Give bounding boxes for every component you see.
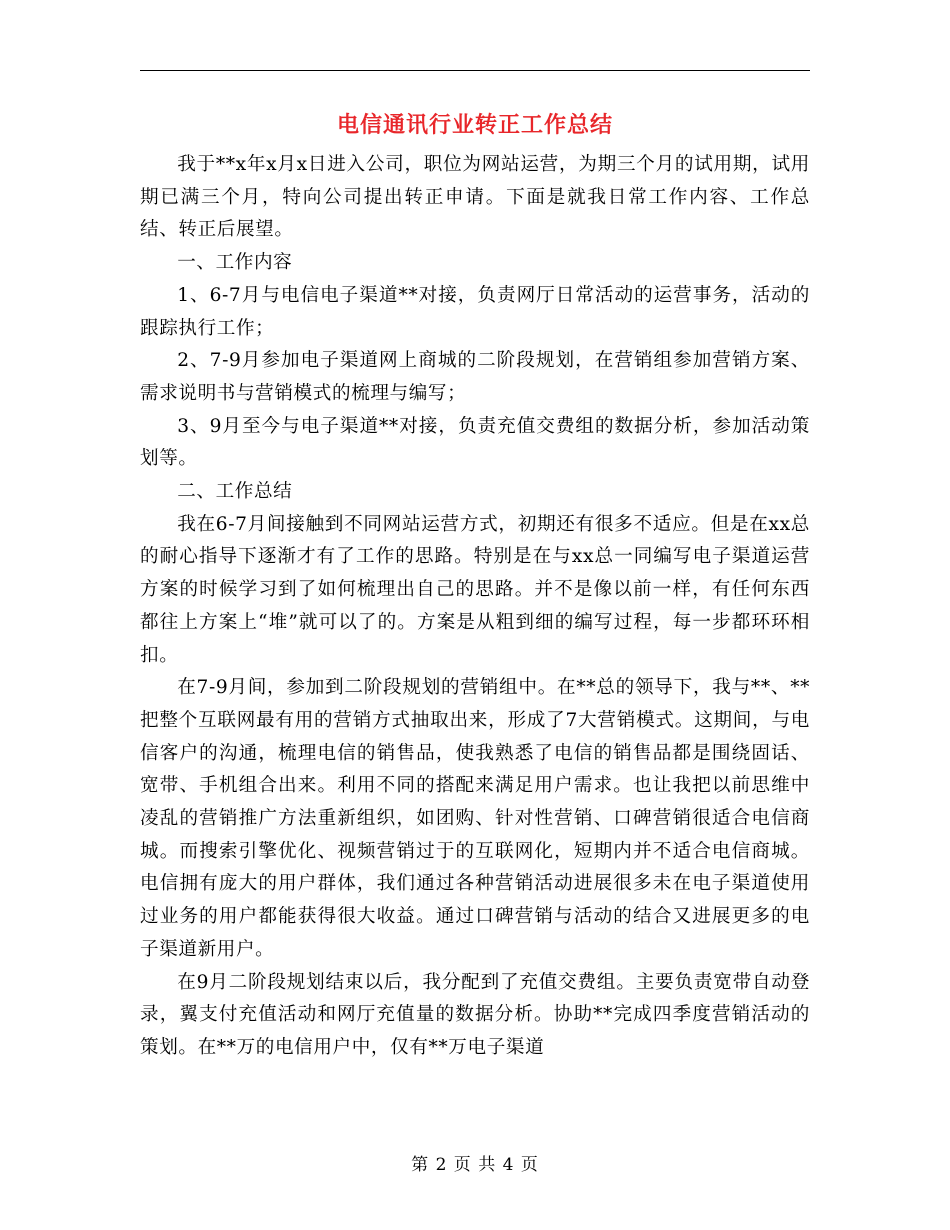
paragraph-summary-3: 在9月二阶段规划结束以后，我分配到了充值交费组。主要负责宽带自动登录，翼支付充值活动和网厅充值量的数据分析。协助**完成四季度营销活动的策划。在**万的电信用户中，仅有**万电子渠道 xyxy=(140,971,810,1058)
paragraph-summary-2: 在7-9月间，参加到二阶段规划的营销组中。在**总的领导下，我与**、**把整个互联网最有用的营销方式抽取出来，形成了7大营销模式。这期间，与电信客户的沟通，梳理电信的销售品，使我熟悉了电信的销售品都是围绕固话、宽带、手机组合出来。利用不同的搭配来满足用户需求。也让我把以前思维中凌乱的营销推广方法重新组织，如团购、针对性营销、口碑营销很适合电信商城。而搜索引擎优化、视频营销过于的互联网化，短期内并不适合电信商城。电信拥有庞大的用户群体，我们通过各种营销活动进展很多未在电子渠道使用过业务的用户都能获得很大收益。通过口碑营销与活动的结合又进展更多的电子渠道新用户。 xyxy=(140,677,810,960)
section-heading-work-content: 一、工作内容 xyxy=(177,252,293,274)
list-item-1: 1、6-7月与电信电子渠道**对接，负责网厅日常活动的运营事务，活动的跟踪执行工作； xyxy=(140,284,810,339)
list-item-2: 2、7-9月参加电子渠道网上商城的二阶段规划，在营销组参加营销方案、需求说明书与营销模式的梳理与编写； xyxy=(140,350,810,404)
document-body xyxy=(140,149,810,1065)
section-heading-work-summary: 二、工作总结 xyxy=(177,481,293,503)
header-rule xyxy=(140,70,810,71)
page-number: 第 2 页 共 4 页 xyxy=(411,1155,539,1175)
paragraph-summary-1: 我在6-7月间接触到不同网站运营方式，初期还有很多不适应。但是在xx总的耐心指导下逐渐才有了工作的思路。特别是在与xx总一同编写电子渠道运营方案的时候学习到了如何梳理出自己的思路。并不是像以前一样，有任何东西都往上方案上“堆”就可以了的。方案是从粗到细的编写过程，每一步都环环相扣。 xyxy=(140,513,810,666)
document-title: 电信通讯行业转正工作总结 xyxy=(336,112,613,138)
list-item-3: 3、9月至今与电子渠道**对接，负责充值交费组的数据分析，参加活动策划等。 xyxy=(140,415,810,470)
paragraph-intro: 我于**x年x月x日进入公司，职位为网站运营，为期三个月的试用期，试用期已满三个月，特向公司提出转正申请。下面是就我日常工作内容、工作总结、转正后展望。 xyxy=(140,154,810,241)
